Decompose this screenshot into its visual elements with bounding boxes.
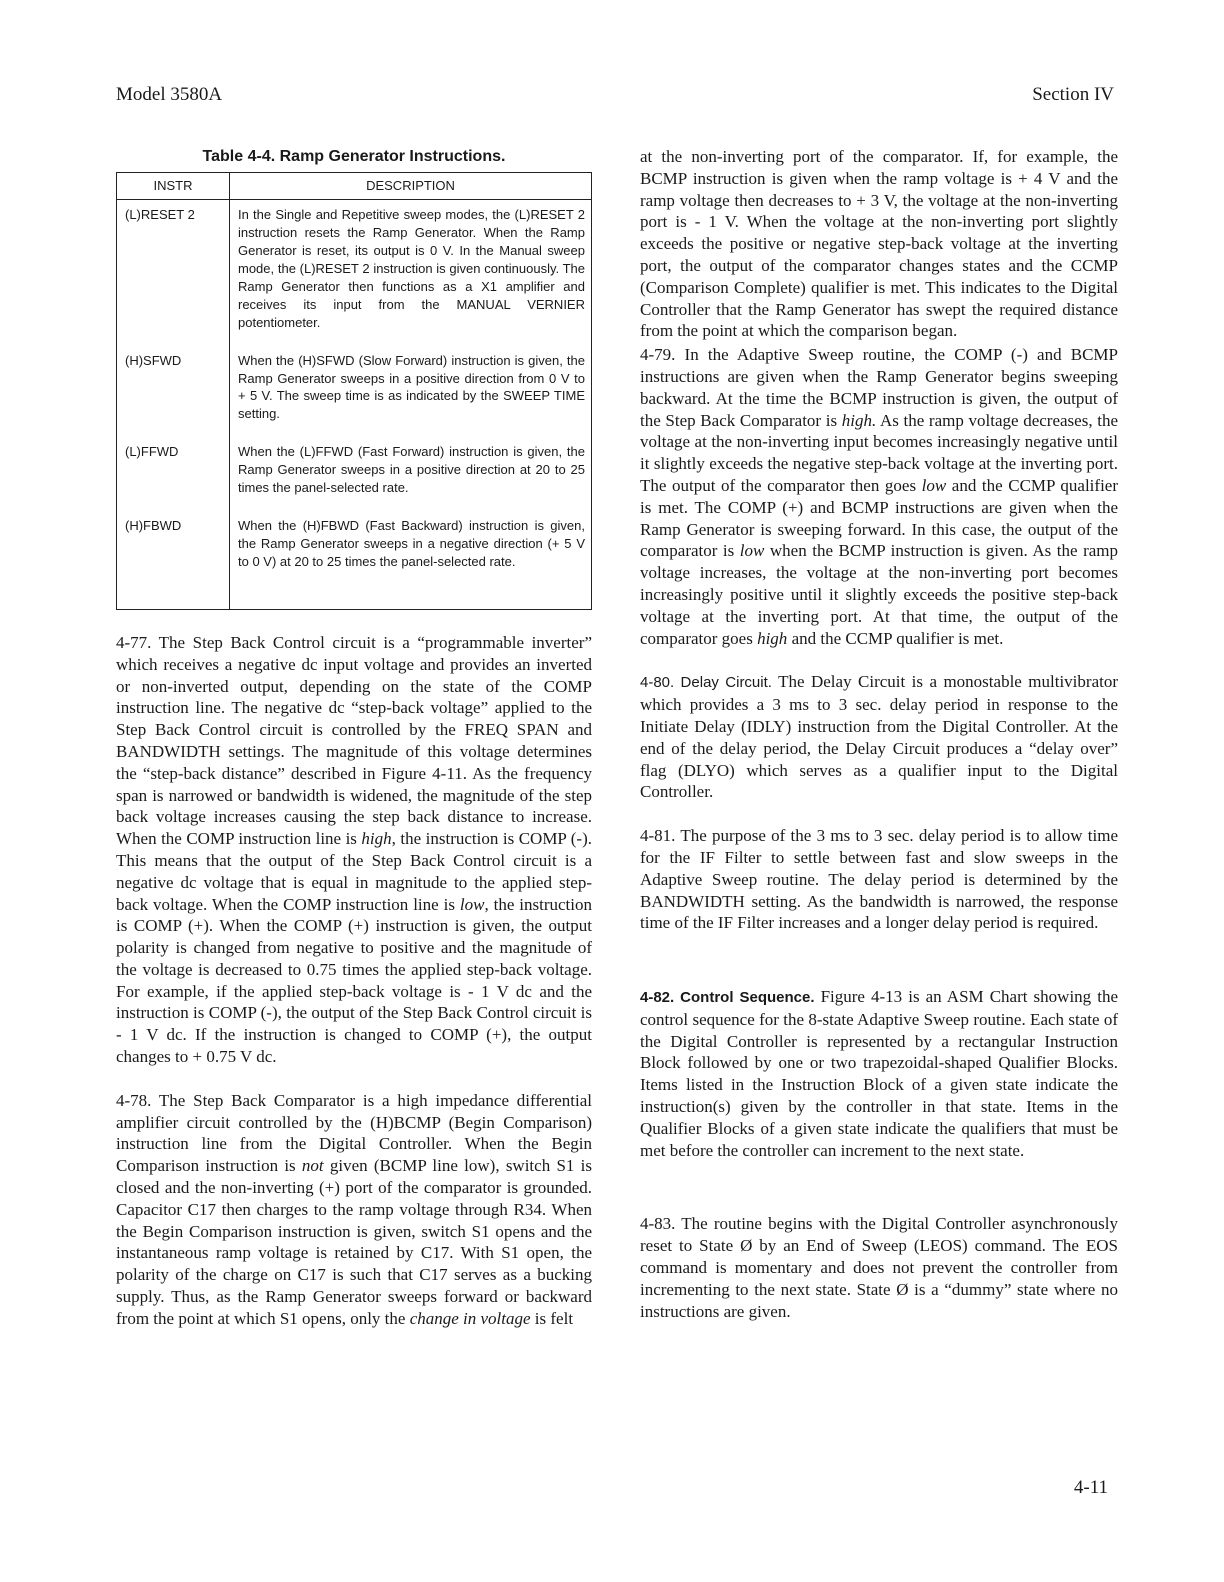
emphasis: high [361, 829, 392, 849]
section-heading: 4-82. Control Sequence. [640, 989, 815, 1007]
paragraph-4-78-continued: at the non-inverting port of the comparator. If, for example, the BCMP instruction is given when the ramp voltage is + 4 V and the ramp voltage then decreases to + 3 V, the voltage at the non-inverting port is - 1 V. When the voltage at the non-inverting port slightly exceeds the positive or negative step-back voltage at the inverting port, the output of the comparator changes states and the CCMP (Comparison Complete) qualifier is met. This indicates to the Digital Controller that the Ramp Generator has swept the required distance from the point at which the comparison began. [640, 147, 1118, 341]
emphasis: change in voltage [409, 1308, 531, 1328]
table-header-description: DESCRIPTION [230, 173, 592, 200]
table-row [117, 437, 592, 511]
table-header-instr: INSTR [117, 173, 230, 200]
paragraph-4-77: 4-77. The Step Back Control circuit is a “programmable inverter” which receives a negative dc input voltage and provides an inverted or non-inverted output, depending on the state of the COMP instruction line. The negative dc “step-back voltage” applied to the Step Back Control circuit is controlled by the FREQ SPAN and BANDWIDTH settings. The magnitude of this voltage determines the “step-back distance” described in Figure 4-11. As the frequency span is narrowed or bandwidth is widened, the magnitude of the step back voltage increases causing the step back distance to increase. When the COMP instruction line is high, the instruction is COMP (-). This means that the output of the Step Back Control circuit is a negative dc voltage that is equal in magnitude to the applied step-back voltage. When the COMP instruction line is low, the instruction is COMP (+). When the COMP (+) instruction is given, the output polarity is changed from negative to positive and the magnitude of the voltage is decreased to 0.75 times the applied step-back voltage. For example, if the applied step-back voltage is - 1 V dc and the instruction is COMP (-), the output of the Step Back Control circuit is - 1 V dc. If the instruction is changed to COMP (+), the output changes to + 0.75 V dc. [116, 632, 593, 1067]
right-column [640, 146, 1118, 1322]
table-row [117, 511, 592, 585]
section-heading: 4-80. Delay Circuit. [640, 674, 772, 692]
emphasis: high [757, 628, 788, 648]
instr-code: (H)FBWD [125, 518, 182, 534]
paragraph-4-79: 4-79. In the Adaptive Sweep routine, the COMP (-) and BCMP instructions are given when the Ramp Generator begins sweeping backward. At the time the BCMP instruction is given, the output of the Step Back Comparator is high. As the ramp voltage decreases, the voltage at the non-inverting input becomes increasingly negative until it slightly exceeds the negative step-back voltage at the inverting port. The output of the comparator then goes low and the CCMP qualifier is met. The COMP (+) and BCMP instructions are given when the Ramp Generator is sweeping forward. In this case, the output of the comparator is low when the BCMP instruction is given. As the ramp voltage increases, the voltage at the non-inverting port becomes increasingly positive until it slightly exceeds the positive step-back voltage at the inverting port. At that time, the output of the comparator goes high and the CCMP qualifier is met. [640, 345, 1119, 648]
table-row [117, 346, 592, 438]
emphasis: not [301, 1156, 324, 1176]
instr-code: (L)RESET 2 [125, 207, 195, 222]
instr-description: When the (H)FBWD (Fast Backward) instruction is given, the Ramp Generator sweeps in a negative direction (+ 5 V to 0 V) at 20 to 25 times the panel-selected rate. [238, 518, 585, 569]
emphasis: low [921, 475, 947, 495]
emphasis: low [739, 541, 765, 561]
header-model: Model 3580A [116, 84, 223, 105]
ramp-instructions-table [116, 172, 592, 610]
paragraph-4-80: 4-80. Delay Circuit. The Delay Circuit is a monostable multivibrator which provides a 3 ms to 3 sec. delay period in response to the Initiate Delay (IDLY) instruction from the Digital Controller. At the end of the delay period, the Delay Circuit produces a “delay over” flag (DLYO) which serves as a qualifier input to the Digital Controller. [640, 672, 1118, 802]
paragraph-4-82: 4-82. Control Sequence. Figure 4-13 is an ASM Chart showing the control sequence for the 8-state Adaptive Sweep routine. Each state of the Digital Controller is represented by a rectangular Instruction Block followed by one or two trapezoidal-shaped Qualifier Blocks. Items listed in the Instruction Block of a given state indicate the instruction(s) given by the controller in that state. Items in the Qualifier Blocks of a given state indicate the qualifiers that must be met before the controller can increment to the next state. [640, 987, 1118, 1160]
page-number: 4-11 [1073, 1477, 1108, 1498]
instr-description: When the (L)FFWD (Fast Forward) instruction is given, the Ramp Generator sweeps in a positive direction at 20 to 25 times the panel-selected rate. [238, 444, 585, 496]
instr-description: When the (H)SFWD (Slow Forward) instruction is given, the Ramp Generator sweeps in a positive direction from 0 V to + 5 V. The sweep time is as indicated by the SWEEP TIME setting. [238, 352, 585, 422]
emphasis: low [459, 894, 485, 914]
instr-description: In the Single and Repetitive sweep modes, the (L)RESET 2 instruction resets the Ramp Generator. When the Ramp Generator is reset, its output is 0 V. In the Manual sweep mode, the (L)RESET 2 instruction is given continuously. The Ramp Generator then functions as a X1 amplifier and receives its input from the MANUAL VERNIER potentiometer. [238, 207, 585, 330]
table-title: Table 4-4. Ramp Generator Instructions. [202, 148, 506, 165]
instr-code: (H)SFWD [125, 352, 182, 368]
paragraph-4-81: 4-81. The purpose of the 3 ms to 3 sec. delay period is to allow time for the IF Filter to settle between fast and slow sweeps in the Adaptive Sweep routine. The delay period is determined by the BANDWIDTH setting. As the bandwidth is narrowed, the response time of the IF Filter increases and a longer delay period is required. [640, 826, 1118, 933]
paragraph-4-83: 4-83. The routine begins with the Digital Controller asynchronously reset to State Ø by an End of Sweep (LEOS) command. The EOS command is momentary and does not prevent the controller from incrementing to the next state. State Ø is a “dummy” state where no instructions are given. [640, 1214, 1118, 1321]
table-row [117, 200, 592, 346]
instr-code: (L)FFWD [125, 444, 179, 460]
emphasis: high. [841, 410, 877, 430]
paragraph-4-78: 4-78. The Step Back Comparator is a high impedance differential amplifier circuit controlled by the (H)BCMP (Begin Comparison) instruction line from the Digital Controller. When the Begin Comparison instruction is not given (BCMP line low), switch S1 is closed and the non-inverting (+) port of the comparator is grounded. Capacitor C17 then charges to the ramp voltage through R34. When the Begin Comparison instruction is given, switch S1 opens and the instantaneous ramp voltage is retained by C17. With S1 open, the polarity of the charge on C17 is such that C17 serves as a bucking supply. Thus, as the Ramp Generator sweeps forward or backward from the point at which S1 opens, only the change in voltage is felt [116, 1090, 592, 1328]
header-section: Section IV [1032, 84, 1114, 105]
left-column [116, 146, 592, 1330]
